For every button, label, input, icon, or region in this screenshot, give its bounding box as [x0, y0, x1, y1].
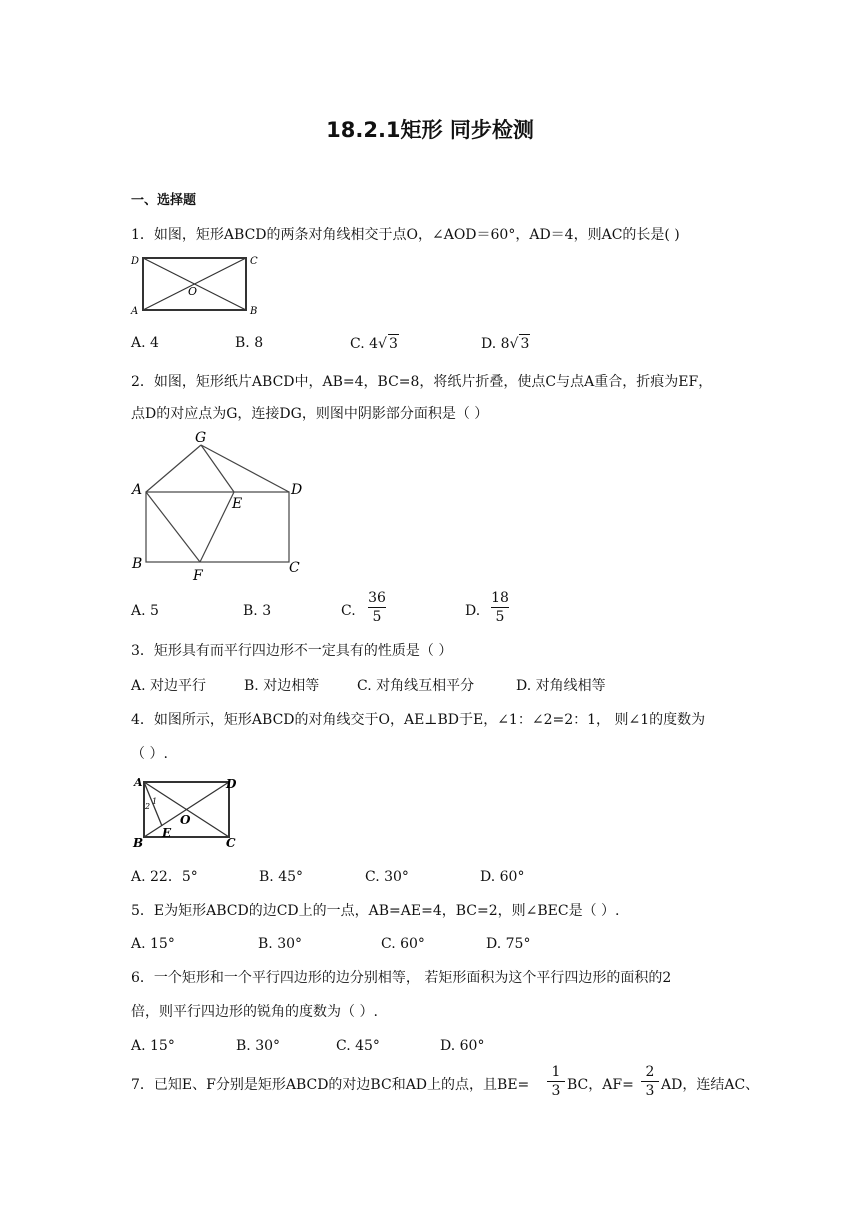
q1-rectangle-figure [130, 252, 265, 318]
q4-option-c: C. 30° [365, 869, 409, 885]
q2-fold-figure [128, 430, 313, 585]
q6-option-b: B. 30° [236, 1038, 281, 1054]
q6-option-c: C. 45° [336, 1038, 380, 1054]
q5-option-b: B. 30° [258, 936, 303, 952]
fraction-numerator: 1 [551, 1064, 561, 1080]
fraction-numerator: 2 [645, 1064, 655, 1080]
question-6-line-2: 倍，则平行四边形的锐角的度数为（ ）. [131, 1004, 378, 1020]
q1-option-c-prefix: C. 4 [350, 336, 379, 352]
fraction-denominator: 5 [495, 609, 505, 625]
q3-option-c: C. 对角线互相平分 [357, 678, 475, 694]
q1-label-a: A [131, 306, 139, 317]
q2-label-d: D [291, 482, 303, 498]
q3-option-a: A. 对边平行 [131, 678, 207, 694]
q1-label-d: D [131, 256, 140, 267]
question-7-prefix: 7．已知E、F分别是矩形ABCD的对边BC和AD上的点，且BE= [131, 1077, 530, 1093]
q2-label-g: G [195, 430, 207, 446]
section-heading: 一、选择题 [131, 193, 197, 208]
q1-option-a: A. 4 [131, 335, 159, 351]
q6-option-a: A. 15° [131, 1038, 175, 1054]
q1-label-c: C [250, 256, 258, 267]
question-2-line-2: 点D的对应点为G，连接DG，则图中阴影部分面积是（ ） [131, 406, 489, 422]
fraction-denominator: 3 [645, 1083, 655, 1099]
q2-option-c-prefix: C. [341, 603, 356, 619]
fraction-denominator: 3 [551, 1083, 561, 1099]
q4-label-b: B [133, 836, 144, 849]
q2-option-c-fraction [366, 590, 388, 625]
q1-option-c [350, 334, 399, 353]
q2-label-c: C [289, 560, 300, 576]
q1-label-o: O [188, 285, 198, 298]
q3-option-b: B. 对边相等 [244, 678, 320, 694]
q1-option-b: B. 8 [235, 335, 264, 351]
q4-rectangle-figure [130, 774, 240, 849]
question-2-line-1: 2．如图，矩形纸片ABCD中，AB=4，BC=8，将纸片折叠，使点C与点A重合，折痕为EF， [131, 374, 713, 390]
q4-label-c: C [226, 836, 236, 849]
q1-option-d-radicand: 3 [520, 336, 530, 352]
question-5-text: 5．E为矩形ABCD的边CD上的一点，AB=AE=4，BC=2，则∠BEC是（ ）. [131, 903, 620, 919]
q2-label-a: A [132, 482, 143, 498]
q1-option-d-prefix: D. 8 [481, 336, 510, 352]
q4-label-e: E [162, 826, 172, 840]
q2-option-a: A. 5 [131, 603, 159, 619]
fraction-numerator: 36 [368, 590, 386, 606]
q2-option-d-fraction [489, 590, 511, 625]
q2-label-f: F [193, 568, 203, 584]
q5-option-c: C. 60° [381, 936, 425, 952]
q4-option-b: B. 45° [259, 869, 304, 885]
question-7-suffix: AD，连结AC、 [661, 1077, 760, 1093]
q2-label-b: B [132, 556, 143, 572]
q7-fraction-2 [639, 1064, 661, 1099]
q6-option-d: D. 60° [440, 1038, 485, 1054]
q2-option-d-prefix: D. [465, 603, 481, 619]
fraction-denominator: 5 [372, 609, 382, 625]
sqrt-symbol: √ 3 [378, 336, 398, 352]
question-6-line-1: 6．一个矩形和一个平行四边形的边分别相等， 若矩形面积为这个平行四边形的面积的2 [131, 970, 672, 986]
q2-option-b: B. 3 [243, 603, 272, 619]
question-7-middle: BC，AF= [567, 1077, 634, 1093]
q4-label-o: O [180, 813, 191, 827]
q4-angle-2: 2 [145, 802, 151, 811]
fraction-numerator: 18 [491, 590, 509, 606]
sqrt-symbol: √ 3 [509, 336, 530, 352]
q1-option-c-radicand: 3 [388, 336, 398, 352]
question-4-line-2: （ ）. [131, 746, 168, 762]
q4-option-a: A. 22．5° [131, 869, 198, 885]
q4-option-d: D. 60° [480, 869, 525, 885]
question-1-text: 1．如图，矩形ABCD的两条对角线相交于点O，∠AOD＝60°，AD＝4，则AC的长是( ) [131, 227, 680, 243]
q4-label-a: A [134, 776, 143, 789]
page-title: 18.2.1矩形 同步检测 [326, 118, 534, 142]
q5-option-d: D. 75° [486, 936, 531, 952]
q5-option-a: A. 15° [131, 936, 175, 952]
q7-fraction-1 [545, 1064, 567, 1099]
q4-label-d: D [226, 777, 237, 791]
q1-label-b: B [250, 306, 258, 317]
q3-option-d: D. 对角线相等 [516, 678, 606, 694]
q1-option-d [481, 334, 530, 353]
question-3-text: 3．矩形具有而平行四边形不一定具有的性质是（ ） [131, 643, 453, 659]
question-4-line-1: 4．如图所示，矩形ABCD的对角线交于O，AE⊥BD于E，∠1：∠2=2：1， 则∠1的度数为 [131, 712, 706, 728]
q2-label-e: E [232, 496, 243, 512]
q4-angle-1: 1 [152, 797, 158, 806]
